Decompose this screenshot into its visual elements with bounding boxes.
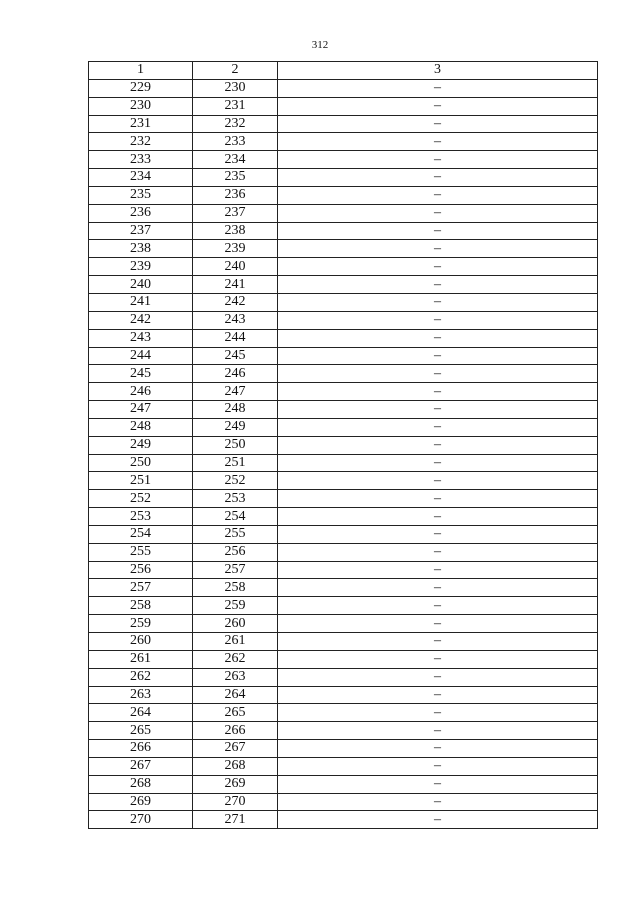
table-cell-col-3: –	[278, 561, 598, 579]
table-cell-col-2: 238	[193, 222, 278, 240]
table-cell-col-3: –	[278, 579, 598, 597]
table-cell-col-1: 249	[89, 436, 193, 454]
table-cell-col-2: 243	[193, 311, 278, 329]
table-row	[89, 276, 598, 294]
table-cell-col-1: 264	[89, 704, 193, 722]
table-row	[89, 436, 598, 454]
table-row	[89, 133, 598, 151]
table-cell-col-3: –	[278, 650, 598, 668]
table-cell-col-1: 239	[89, 258, 193, 276]
table-row	[89, 329, 598, 347]
table-cell-col-1: 269	[89, 793, 193, 811]
table-cell-col-1: 259	[89, 615, 193, 633]
table-row	[89, 186, 598, 204]
data-table	[88, 61, 598, 829]
table-row	[89, 204, 598, 222]
table-row	[89, 169, 598, 187]
table-cell-col-3: –	[278, 722, 598, 740]
table-cell-col-2: 269	[193, 775, 278, 793]
table-cell-col-1: 243	[89, 329, 193, 347]
table-cell-col-1: 260	[89, 633, 193, 651]
table-cell-col-1: 257	[89, 579, 193, 597]
table-cell-col-3: –	[278, 97, 598, 115]
table-cell-col-1: 261	[89, 650, 193, 668]
table-cell-col-1: 240	[89, 276, 193, 294]
table-cell-col-2: 267	[193, 740, 278, 758]
table-cell-col-3: –	[278, 668, 598, 686]
table-cell-col-1: 232	[89, 133, 193, 151]
table-cell-col-2: 239	[193, 240, 278, 258]
table-row	[89, 668, 598, 686]
table-cell-col-1: 252	[89, 490, 193, 508]
table-cell-col-1: 263	[89, 686, 193, 704]
table-cell-col-1: 231	[89, 115, 193, 133]
table-row	[89, 258, 598, 276]
table-cell-col-1: 256	[89, 561, 193, 579]
table-cell-col-3: –	[278, 365, 598, 383]
table-row	[89, 525, 598, 543]
column-header-1: 1	[89, 62, 193, 80]
table-cell-col-1: 266	[89, 740, 193, 758]
table-cell-col-3: –	[278, 169, 598, 187]
table-cell-col-2: 249	[193, 418, 278, 436]
table-row	[89, 579, 598, 597]
table-cell-col-2: 241	[193, 276, 278, 294]
table-row	[89, 347, 598, 365]
table-cell-col-1: 234	[89, 169, 193, 187]
table-row	[89, 401, 598, 419]
table-cell-col-1: 244	[89, 347, 193, 365]
table-row	[89, 79, 598, 97]
table-cell-col-2: 244	[193, 329, 278, 347]
table-row	[89, 597, 598, 615]
table-row	[89, 311, 598, 329]
table-cell-col-3: –	[278, 347, 598, 365]
table-cell-col-2: 251	[193, 454, 278, 472]
table-header	[89, 62, 598, 80]
table-row	[89, 740, 598, 758]
table-cell-col-3: –	[278, 704, 598, 722]
table-cell-col-1: 242	[89, 311, 193, 329]
table-cell-col-1: 255	[89, 543, 193, 561]
table-row	[89, 793, 598, 811]
table-row	[89, 115, 598, 133]
table-cell-col-1: 268	[89, 775, 193, 793]
table-row	[89, 472, 598, 490]
table-cell-col-2: 255	[193, 525, 278, 543]
table-cell-col-2: 248	[193, 401, 278, 419]
table-cell-col-2: 268	[193, 757, 278, 775]
table-row	[89, 508, 598, 526]
column-header-3: 3	[278, 62, 598, 80]
table-cell-col-3: –	[278, 276, 598, 294]
table-cell-col-2: 252	[193, 472, 278, 490]
table-cell-col-2: 233	[193, 133, 278, 151]
table-cell-col-2: 264	[193, 686, 278, 704]
page-number: 312	[311, 39, 329, 51]
table-cell-col-1: 237	[89, 222, 193, 240]
table-cell-col-3: –	[278, 401, 598, 419]
table-cell-col-3: –	[278, 740, 598, 758]
table-body	[89, 79, 598, 828]
table-cell-col-3: –	[278, 775, 598, 793]
table-row	[89, 97, 598, 115]
table-cell-col-2: 256	[193, 543, 278, 561]
table-cell-col-2: 245	[193, 347, 278, 365]
table-cell-col-3: –	[278, 115, 598, 133]
table-cell-col-1: 265	[89, 722, 193, 740]
table-cell-col-2: 257	[193, 561, 278, 579]
table-cell-col-3: –	[278, 490, 598, 508]
table-cell-col-1: 262	[89, 668, 193, 686]
table-cell-col-2: 247	[193, 383, 278, 401]
table-cell-col-1: 235	[89, 186, 193, 204]
table-cell-col-2: 240	[193, 258, 278, 276]
table-cell-col-3: –	[278, 508, 598, 526]
table-cell-col-2: 230	[193, 79, 278, 97]
table-cell-col-3: –	[278, 525, 598, 543]
table-row	[89, 490, 598, 508]
table-cell-col-2: 236	[193, 186, 278, 204]
table-cell-col-3: –	[278, 293, 598, 311]
table-cell-col-2: 231	[193, 97, 278, 115]
table-cell-col-3: –	[278, 811, 598, 829]
table-cell-col-3: –	[278, 186, 598, 204]
table-cell-col-3: –	[278, 597, 598, 615]
table-cell-col-1: 258	[89, 597, 193, 615]
table-cell-col-1: 233	[89, 151, 193, 169]
table-cell-col-2: 246	[193, 365, 278, 383]
table-cell-col-1: 267	[89, 757, 193, 775]
table-cell-col-2: 254	[193, 508, 278, 526]
table-row	[89, 775, 598, 793]
table-cell-col-2: 253	[193, 490, 278, 508]
table-cell-col-3: –	[278, 133, 598, 151]
table-cell-col-2: 234	[193, 151, 278, 169]
table-cell-col-3: –	[278, 472, 598, 490]
table-row	[89, 222, 598, 240]
table-cell-col-3: –	[278, 454, 598, 472]
table-cell-col-3: –	[278, 151, 598, 169]
table-cell-col-3: –	[278, 258, 598, 276]
table-cell-col-2: 237	[193, 204, 278, 222]
table-cell-col-3: –	[278, 240, 598, 258]
table-cell-col-2: 261	[193, 633, 278, 651]
table-cell-col-1: 229	[89, 79, 193, 97]
table-row	[89, 383, 598, 401]
table-cell-col-1: 270	[89, 811, 193, 829]
table-cell-col-1: 247	[89, 401, 193, 419]
table-row	[89, 365, 598, 383]
table-cell-col-3: –	[278, 757, 598, 775]
table-cell-col-2: 235	[193, 169, 278, 187]
table-cell-col-2: 266	[193, 722, 278, 740]
table-row	[89, 686, 598, 704]
table-cell-col-1: 248	[89, 418, 193, 436]
table-cell-col-2: 259	[193, 597, 278, 615]
table-cell-col-1: 241	[89, 293, 193, 311]
table-cell-col-2: 242	[193, 293, 278, 311]
table-cell-col-2: 265	[193, 704, 278, 722]
table-cell-col-2: 260	[193, 615, 278, 633]
table-cell-col-3: –	[278, 204, 598, 222]
table-cell-col-3: –	[278, 329, 598, 347]
table-cell-col-1: 245	[89, 365, 193, 383]
table-cell-col-3: –	[278, 633, 598, 651]
table-row	[89, 704, 598, 722]
table-cell-col-2: 271	[193, 811, 278, 829]
table-cell-col-1: 236	[89, 204, 193, 222]
table-cell-col-3: –	[278, 686, 598, 704]
table-row	[89, 633, 598, 651]
table-cell-col-2: 250	[193, 436, 278, 454]
table-cell-col-3: –	[278, 418, 598, 436]
table-row	[89, 615, 598, 633]
table-cell-col-2: 263	[193, 668, 278, 686]
table-cell-col-1: 253	[89, 508, 193, 526]
table-row	[89, 293, 598, 311]
table-row	[89, 650, 598, 668]
table-row	[89, 454, 598, 472]
table-cell-col-1: 251	[89, 472, 193, 490]
header-row	[89, 62, 598, 80]
table-cell-col-2: 258	[193, 579, 278, 597]
table-cell-col-2: 232	[193, 115, 278, 133]
table-row	[89, 418, 598, 436]
column-header-2: 2	[193, 62, 278, 80]
table-row	[89, 151, 598, 169]
table-cell-col-3: –	[278, 311, 598, 329]
table-cell-col-1: 246	[89, 383, 193, 401]
table-cell-col-3: –	[278, 543, 598, 561]
table-cell-col-3: –	[278, 222, 598, 240]
table-cell-col-2: 262	[193, 650, 278, 668]
table-cell-col-1: 230	[89, 97, 193, 115]
table-row	[89, 757, 598, 775]
table-row	[89, 240, 598, 258]
table-cell-col-3: –	[278, 615, 598, 633]
table-row	[89, 561, 598, 579]
table-cell-col-3: –	[278, 793, 598, 811]
table-row	[89, 543, 598, 561]
table-cell-col-3: –	[278, 79, 598, 97]
table-cell-col-2: 270	[193, 793, 278, 811]
table-cell-col-1: 250	[89, 454, 193, 472]
table-cell-col-1: 254	[89, 525, 193, 543]
table-cell-col-3: –	[278, 383, 598, 401]
table-row	[89, 811, 598, 829]
table-cell-col-3: –	[278, 436, 598, 454]
table-row	[89, 722, 598, 740]
table-cell-col-1: 238	[89, 240, 193, 258]
